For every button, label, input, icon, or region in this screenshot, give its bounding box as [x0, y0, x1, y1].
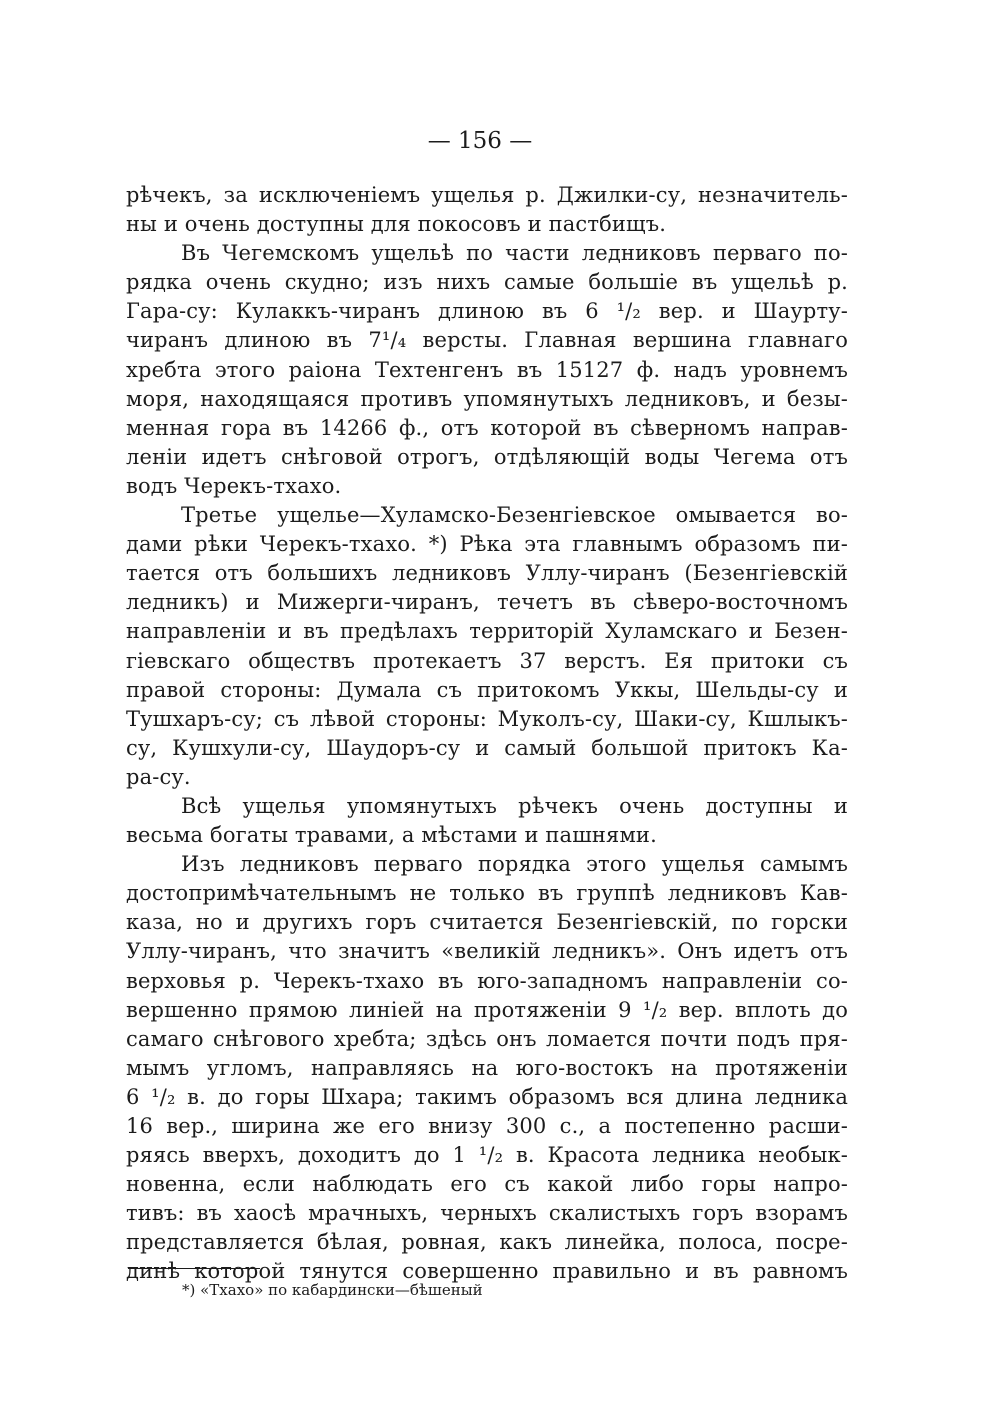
text-line: ледникъ) и Мижерги-чиранъ, течетъ въ сѣверо-восточномъ — [126, 590, 848, 615]
text-line: леніи идетъ снѣговой отрогъ, отдѣляющій воды Чегема отъ — [126, 444, 848, 469]
text-line: представляется бѣлая, ровная, какъ линейка, полоса, посре- — [126, 1230, 848, 1255]
text-line: новенна, если наблюдать его съ какой либо горы напро- — [126, 1172, 848, 1197]
text-line: 16 вер., ширина же его внизу 300 с., а постепенно расши- — [126, 1114, 848, 1138]
text-line: Изъ ледниковъ перваго порядка этого ущелья самымъ — [181, 852, 848, 877]
text-line: чиранъ длиною въ 7¹/₄ версты. Главная вершина главнаго — [126, 328, 848, 353]
text-line: ра-су. — [126, 764, 191, 789]
text-line: направленіи и въ предѣлахъ территорій Хуламскаго и Безен- — [126, 619, 848, 644]
text-line: самаго снѣгового хребта; здѣсь онъ ломается почти подъ пря- — [126, 1026, 848, 1051]
text-line: Гара-су: Кулаккъ-чиранъ длиною въ 6 ¹/₂ вер. и Шауpту- — [126, 299, 848, 324]
text-line: моря, находящаяся противъ упомянутыхъ ледниковъ, и безы- — [126, 386, 848, 411]
text-line: Тушхаръ-су; съ лѣвой стороны: Муколъ-су, Шаки-су, Кшлыкъ- — [126, 706, 848, 731]
text-line: вершенно прямою линіей на протяженіи 9 ¹/₂ вер. вплоть до — [126, 997, 848, 1022]
text-line: менная гора въ 14266 ф., отъ которой въ сѣверномъ направ- — [126, 415, 848, 440]
text-line: Третье ущелье—Хуламско-Безенгіевское омывается во- — [181, 503, 848, 528]
text-line: достопримѣчательнымъ не только въ группѣ ледниковъ Кав- — [126, 881, 848, 906]
text-line: 6 ¹/₂ в. до горы Шхара; такимъ образомъ вся длина ледника — [126, 1084, 848, 1109]
text-line: ны и очень доступны для покосовъ и пастбищъ. — [126, 212, 667, 237]
text-line: тается отъ большихъ ледниковъ Уллу-чиранъ (Безенгіевскій — [126, 561, 848, 586]
text-line: тивъ: въ хаосѣ мрачныхъ, черныхъ скалистыхъ горъ взорамъ — [126, 1201, 848, 1226]
text-line: водъ Черекъ-тхахо. — [126, 473, 342, 498]
text-line: Уллу-чиранъ, что значитъ «великій ледникъ». Онъ идетъ отъ — [126, 939, 848, 964]
text-line: хребта этого раіона Техтенгенъ въ 15127 ф. надъ уровнемъ — [126, 357, 848, 382]
text-line: верховья р. Черекъ-тхахо въ юго-западномъ направленіи со- — [126, 968, 848, 993]
text-line: весьма богаты травами, а мѣстами и пашнями. — [126, 823, 657, 848]
text-line: мымъ угломъ, направляясь на юго-востокъ на протяженіи — [126, 1055, 848, 1080]
text-line: су, Кушхули-су, Шаудоръ-су и самый большой притокъ Ка- — [126, 735, 848, 760]
text-line: правой стороны: Думала съ притокомъ Уккы, Шельды-су и — [126, 677, 848, 702]
text-line: динѣ которой тянутся совершенно правильно и въ равномъ — [126, 1259, 848, 1284]
page-number: — 156 — — [427, 128, 533, 154]
text-line: рядка очень скудно; изъ нихъ самые большіе въ ущельѣ р. — [126, 270, 848, 295]
footnote: *) «Тхахо» по кабардински—бѣшеный — [182, 1281, 483, 1299]
text-line: каза, но и другихъ горъ считается Безенгіевскій, по горски — [126, 910, 848, 935]
text-line: рѣчекъ, за исключеніемъ ущелья р. Джилки-су, незначитель- — [126, 183, 848, 207]
text-line: Всѣ ущелья упомянутыхъ рѣчекъ очень доступны и — [181, 793, 848, 818]
footnote-divider — [128, 1268, 260, 1269]
text-line: дами рѣки Черекъ-тхахо. *) Рѣка эта главнымъ образомъ пи- — [126, 532, 848, 557]
body-text — [126, 181, 848, 1287]
text-line: Въ Чегемскомъ ущельѣ по части ледниковъ перваго по- — [181, 241, 848, 266]
text-line: ряясь вверхъ, доходитъ до 1 ¹/₂ в. Красота ледника необык- — [126, 1143, 848, 1168]
text-line: гіевскаго обществъ протекаетъ 37 верстъ. Ея притоки съ — [126, 648, 848, 673]
